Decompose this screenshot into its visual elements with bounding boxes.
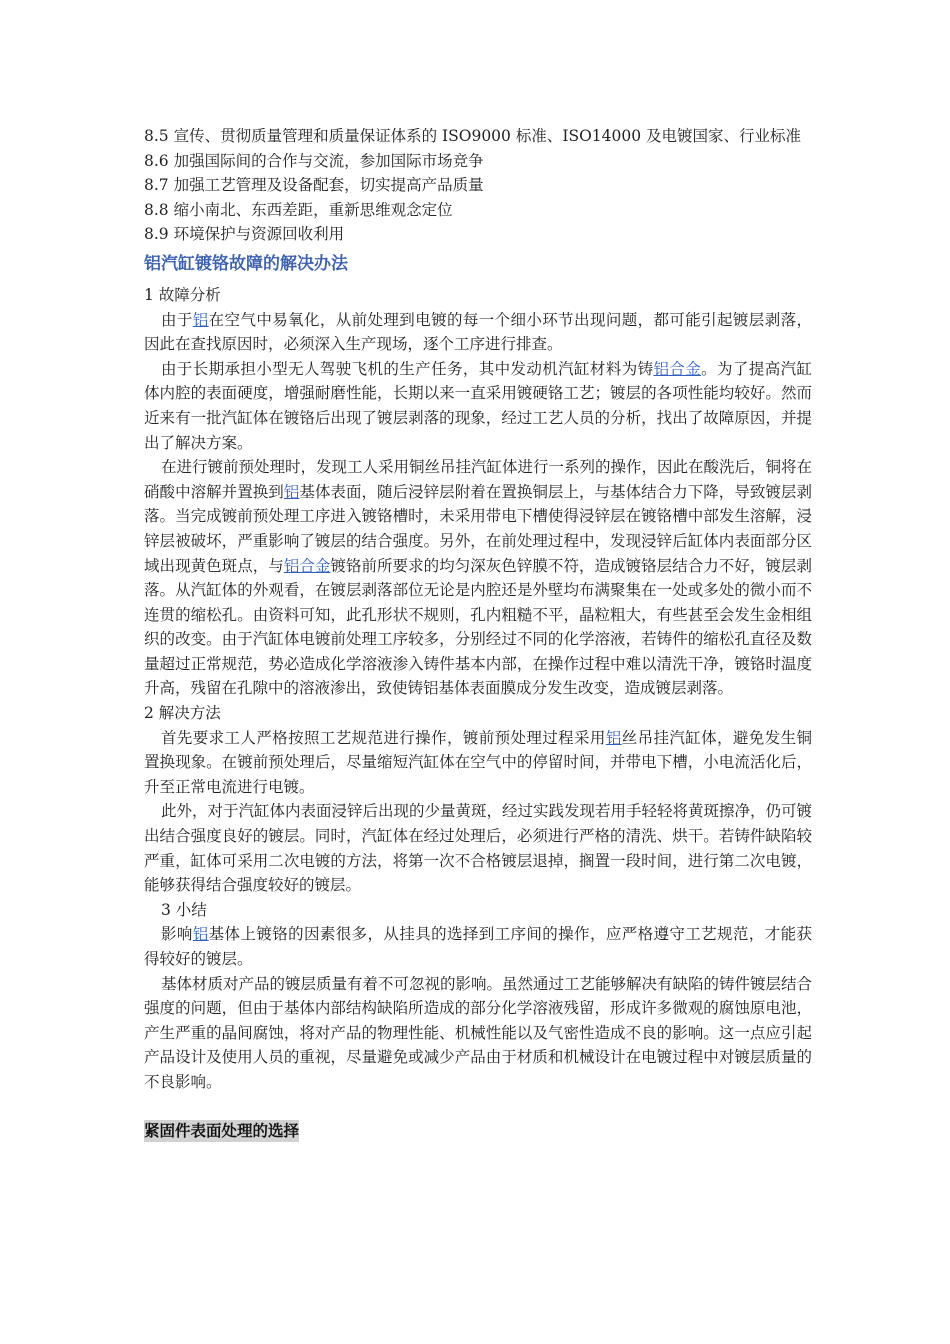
paragraph-7: 基体材质对产品的镀层质量有着不可忽视的影响。虽然通过工艺能够解决有缺陷的铸件镀层结合强度的问题，但由于基体内部结构缺陷所造成的部分化学溶液残留，形成许多微观的腐蚀原电池，产生严重的晶间腐蚀，将对产品的物理性能、机械性能以及气密性造成不良的影响。这一点应引起产品设计及使用人员的重视，尽量避免或减少产品由于材质和机械设计在电镀过程中对镀层质量的不良影响。 <box>144 974 813 1091</box>
aluminum-link[interactable]: 铝 <box>192 310 209 329</box>
paragraph-4: 首先要求工人严格按照工艺规范进行操作，镀前预处理过程采用铝丝吊挂汽缸体，避免发生铜置换现象。在镀前预处理后，尽量缩短汽缸体在空气中的停留时间，并带电下槽，小电流活化后，升至正常电流进行电镀。 <box>144 728 812 796</box>
next-section-heading: 紧固件表面处理的选择 <box>144 1120 300 1140</box>
list-item: 8.5 宣传、贯彻质量管理和质量保证体系的 ISO9000 标准、ISO14000 及电镀国家、行业标准 <box>144 127 802 145</box>
paragraph-6: 影响铝基体上镀铬的因素很多，从挂具的选择到工序间的操作，应严格遵守工艺规范，才能获得较好的镀层。 <box>144 925 812 968</box>
article-body <box>144 283 812 1095</box>
list-item: 8.8 缩小南北、东西差距，重新思维观念定位 <box>144 200 453 219</box>
section-heading-1: 1 故障分析 <box>144 285 221 304</box>
paragraph-1: 由于铝在空气中易氧化，从前处理到电镀的每一个细小环节出现问题，都可能引起镀层剥落，因此在查找原因时，必须深入生产现场，逐个工序进行排查。 <box>144 310 812 354</box>
paragraph-5: 此外，对于汽缸体内表面浸锌后出现的少量黄斑，经过实践发现若用手轻轻将黄斑擦净，仍可镀出结合强度良好的镀层。同时，汽缸体在经过处理后，必须进行严格的清洗、烘干。若铸件缺陷较严重，缸体可采用二次电镀的方法，将第一次不合格镀层退掉，搁置一段时间，进行第二次电镀，能够获得结合强度较好的镀层。 <box>144 802 813 895</box>
section-heading-3: 3 小结 <box>161 900 207 919</box>
document-page <box>144 124 812 1143</box>
standards-list <box>144 124 812 247</box>
spacer <box>144 1095 812 1119</box>
aluminum-alloy-link[interactable]: 铝合金 <box>653 359 702 378</box>
list-item: 8.9 环境保护与资源回收利用 <box>144 225 345 244</box>
paragraph-3: 在进行镀前预处理时，发现工人采用铜丝吊挂汽缸体进行一系列的操作，因此在酸洗后，铜将在硝酸中溶解并置换到铝基体表面，随后浸锌层附着在置换铜层上，与基体结合力下降，导致镀层剥落。当完成镀前预处理工序进入镀铬槽时，未采用带电下槽使得浸锌层在镀铬槽中部发生溶解，浸锌层被破坏，严重影响了镀层的结合强度。另外，在前处理过程中，发现浸锌后缸体内表面部分区域出现黄色斑点，与铝合金镀铬前所要求的均匀深灰色锌膜不符，造成镀铬层结合力不好，镀层剥落。从汽缸体的外观看，在镀层剥落部位无论是内腔还是外壁均布满聚集在一处或多处的微小而不连贯的缩松孔。由资料可知，此孔形状不规则，孔内粗糙不平，晶粒粗大，有些甚至会发生金相组织的改变。由于汽缸体电镀前处理工序较多，分别经过不同的化学溶液，若铸件的缩松孔直径及数量超过正常规范，势必造成化学溶液渗入铸件基本内部，在操作过程中难以清洗干净，镀铬时温度升高，残留在孔隙中的溶液渗出，致使铸铝基体表面膜成分发生改变，造成镀层剥落。 <box>144 458 813 698</box>
aluminum-link[interactable]: 铝 <box>192 925 209 944</box>
aluminum-link[interactable]: 铝 <box>605 728 622 747</box>
paragraph-2: 由于长期承担小型无人驾驶飞机的生产任务，其中发动机汽缸材料为铸铝合金。为了提高汽缸体内腔的表面硬度，增强耐磨性能，长期以来一直采用镀硬铬工艺；镀层的各项性能均较好。然而近来有一批汽缸体在镀铬后出现了镀层剥落的现象，经过工艺人员的分析，找出了故障原因，并提出了解决方案。 <box>144 359 812 452</box>
section-heading-2: 2 解决方法 <box>144 704 221 723</box>
list-item: 8.6 加强国际间的合作与交流，参加国际市场竞争 <box>144 151 484 170</box>
aluminum-alloy-link[interactable]: 铝合金 <box>283 556 331 575</box>
list-item: 8.7 加强工艺管理及设备配套，切实提高产品质量 <box>144 176 484 195</box>
aluminum-link[interactable]: 铝 <box>283 482 300 501</box>
article-title: 铝汽缸镀铬故障的解决办法 <box>144 253 348 274</box>
